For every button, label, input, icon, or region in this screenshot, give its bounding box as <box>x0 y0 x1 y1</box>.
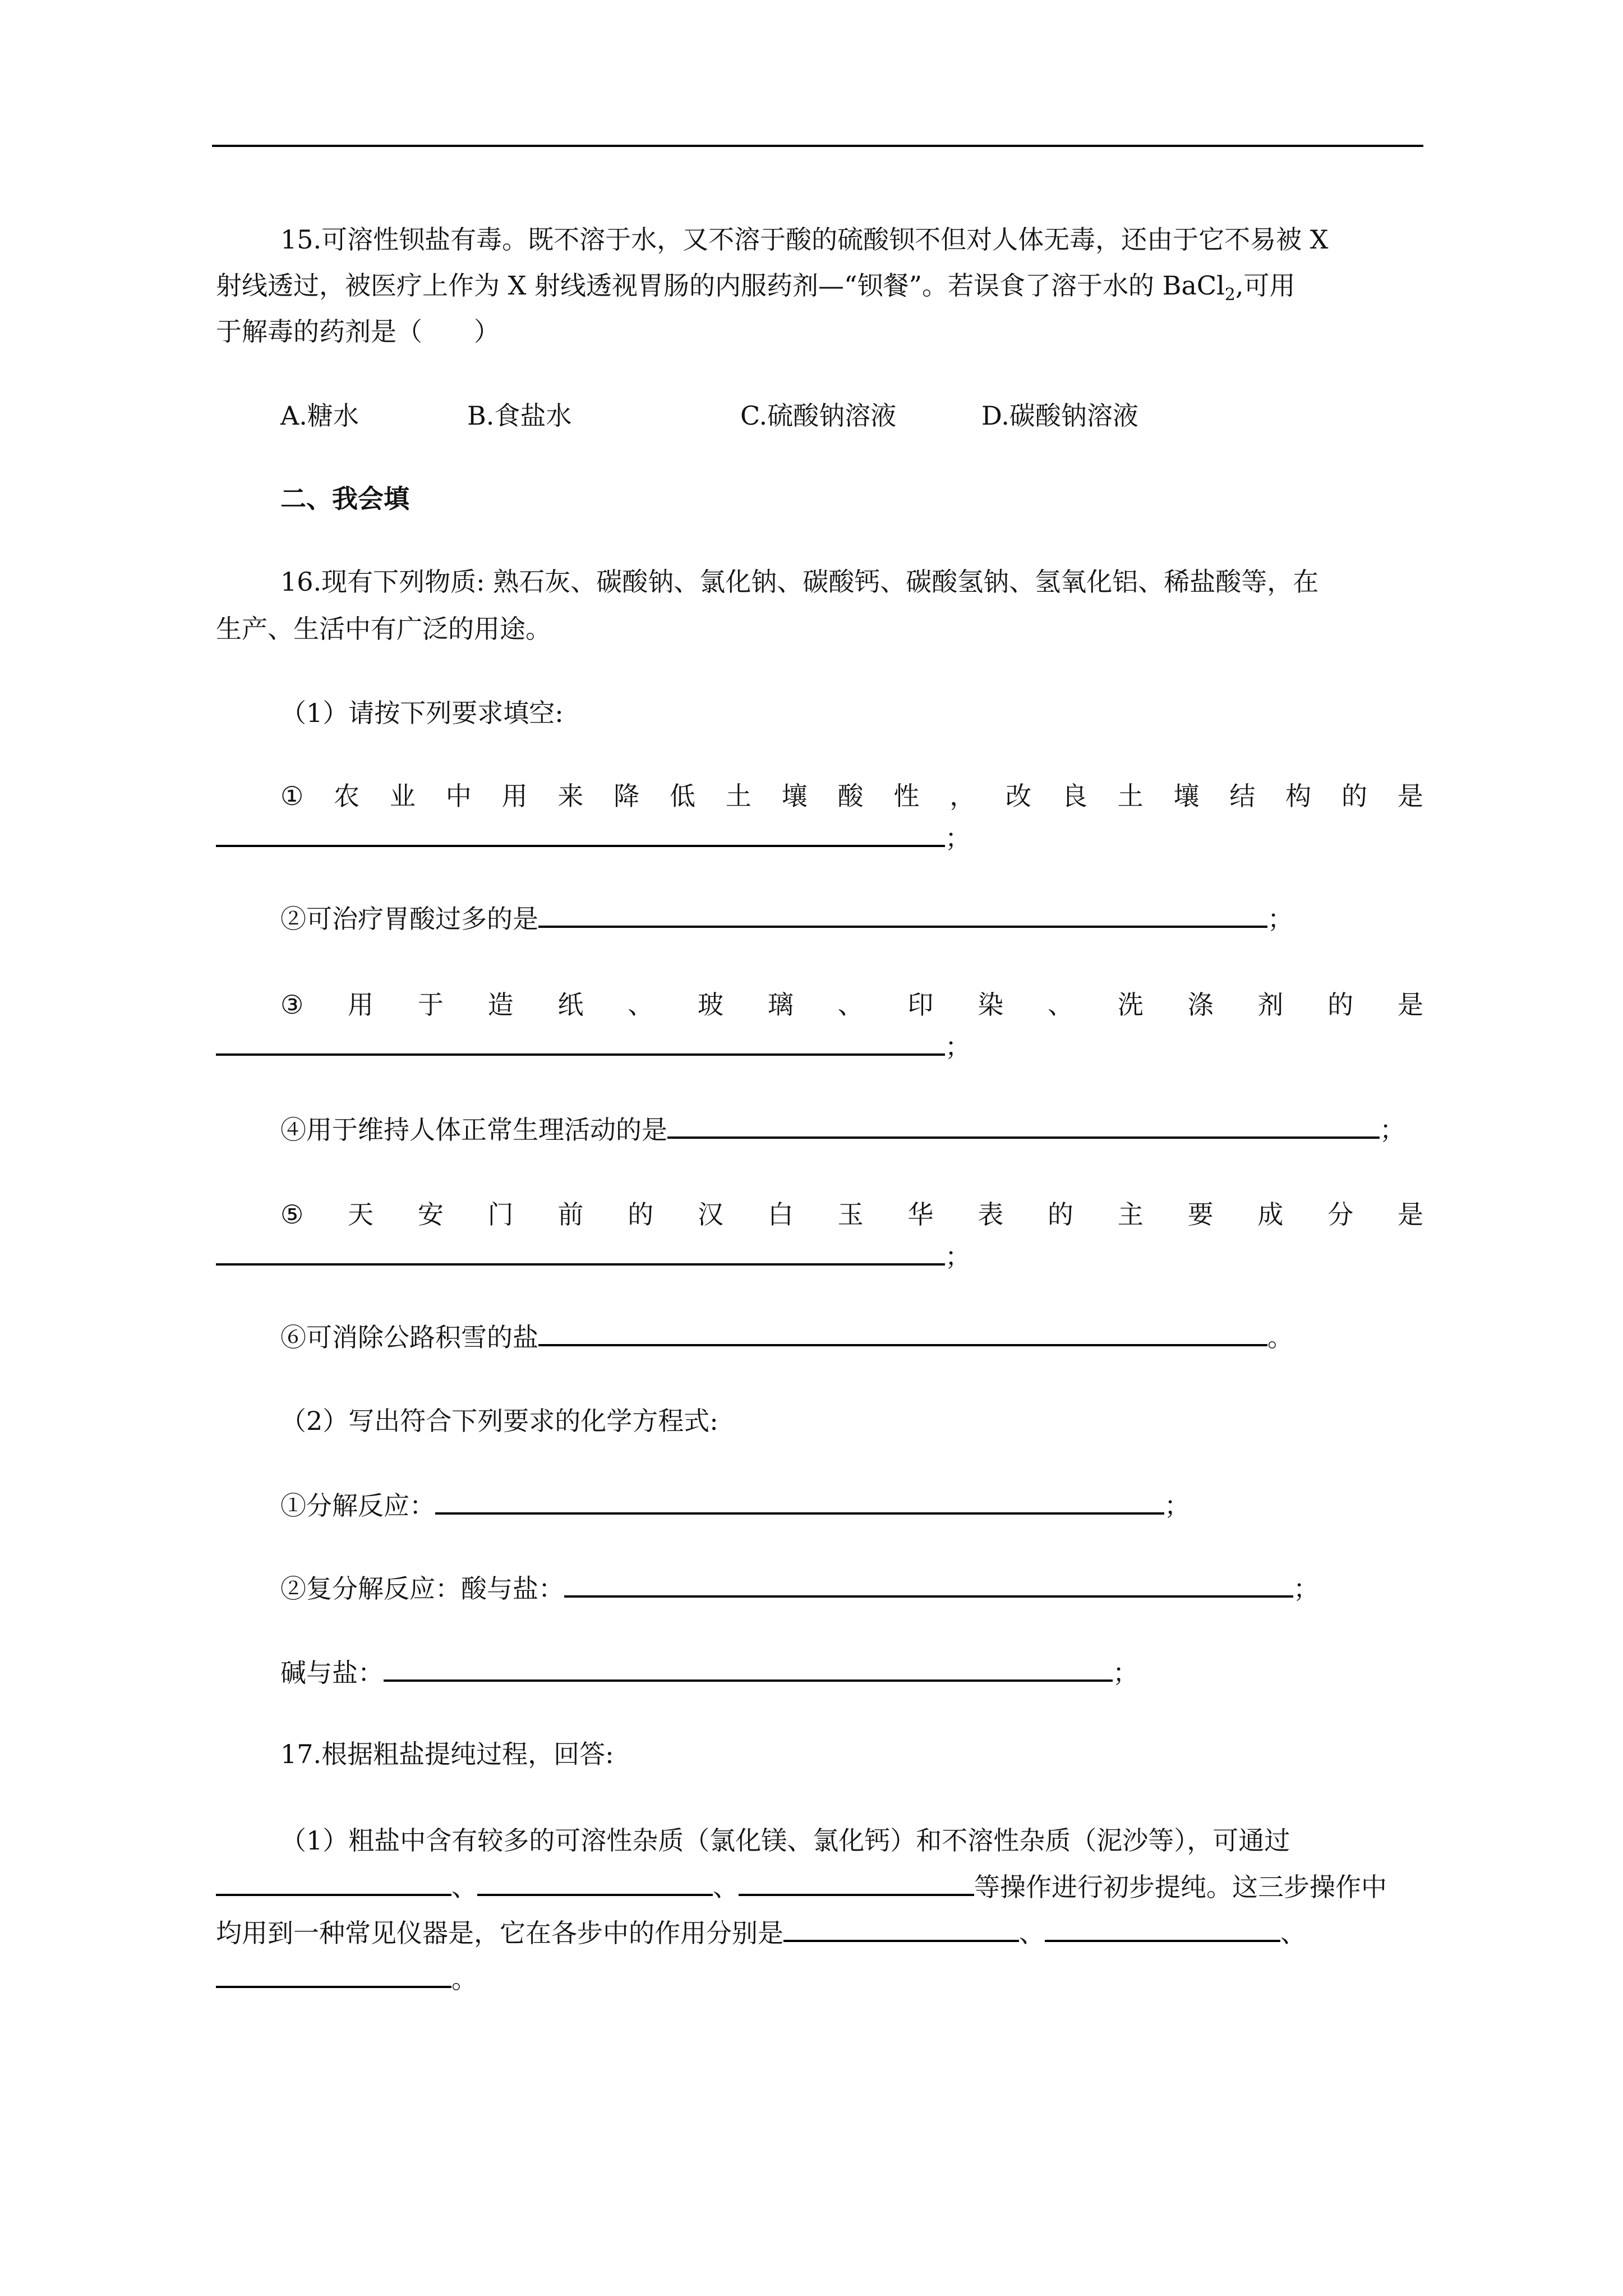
q17-blank-3[interactable] <box>739 1869 974 1896</box>
q17-line-4: 均用到一种常见仪器是，它在各步中的作用分别是 、 、 <box>216 1915 1423 1950</box>
q16-item-4: ④用于维持人体正常生理活动的是 ； <box>280 1112 1423 1147</box>
answer-blank-2[interactable] <box>538 901 1267 928</box>
answer-blank-5[interactable] <box>216 1239 945 1266</box>
q16-equation-3: 碱与盐： ； <box>280 1655 1423 1690</box>
q16-item-5: ⑤ 天 安 门 前 的 汉 白 玉 华 表 的 主 要 成 分 是 <box>280 1199 1423 1230</box>
option-b[interactable]: B.食盐水 <box>467 401 572 431</box>
q17-blank-1[interactable] <box>216 1869 451 1896</box>
q16-item-3-answer: ； <box>216 1029 1423 1064</box>
q16-item-6: ⑥可消除公路积雪的盐 。 <box>280 1319 1423 1355</box>
q17-blank-2[interactable] <box>477 1869 713 1896</box>
q17-line-2: （1）粗盐中含有较多的可溶性杂质（氯化镁、氯化钙）和不溶性杂质（泥沙等），可通过 <box>280 1825 1290 1856</box>
equation-blank-1[interactable] <box>435 1488 1164 1515</box>
q16-equation-1: ①分解反应： ； <box>280 1488 1423 1523</box>
section-title: 二、我会填 <box>280 484 409 514</box>
q17-line-3: 、 、 等操作进行初步提纯。这三步操作中 <box>216 1869 1423 1904</box>
option-a[interactable]: A.糖水 <box>280 401 359 431</box>
q17-line-1: 17.根据粗盐提纯过程，回答: <box>280 1739 614 1769</box>
option-d[interactable]: D.碳酸钠溶液 <box>981 401 1138 431</box>
q15-line-2-tail: ,可用 <box>1235 270 1295 301</box>
q16-item-1: ① 农 业 中 用 来 降 低 土 壤 酸 性 ， 改 良 土 壤 结 构 的 是 <box>280 781 1423 811</box>
equation-blank-2[interactable] <box>564 1571 1293 1598</box>
answer-blank-1[interactable] <box>216 820 945 847</box>
q17-blank-5[interactable] <box>1045 1915 1280 1942</box>
q17-line-5: 。 <box>216 1961 1423 1996</box>
q16-item-5-answer: ； <box>216 1239 1423 1274</box>
option-c[interactable]: C.硫酸钠溶液 <box>740 401 897 431</box>
header-rule <box>212 145 1423 147</box>
q16-item-3: ③ 用 于 造 纸 、 玻 璃 、 印 染 、 洗 涤 剂 的 是 <box>280 990 1423 1020</box>
q16-part-1-heading: （1）请按下列要求填空: <box>280 698 564 728</box>
q16-item-1-answer: ； <box>216 820 1423 855</box>
q16-line-1: 16.现有下列物质: 熟石灰、碳酸钠、氯化钠、碳酸钙、碳酸氢钠、氢氧化铝、稀盐酸等，在 <box>280 567 1319 597</box>
q16-item-2: ②可治疗胃酸过多的是 ； <box>280 901 1423 936</box>
q16-part-2-heading: （2）写出符合下列要求的化学方程式: <box>280 1406 718 1436</box>
q16-equation-2: ②复分解反应：酸与盐： ； <box>280 1571 1423 1606</box>
q15-line-2 <box>216 268 1423 312</box>
answer-blank-4[interactable] <box>667 1112 1380 1139</box>
answer-blank-6[interactable] <box>538 1319 1267 1346</box>
answer-blank-3[interactable] <box>216 1029 945 1056</box>
q15-subscript: 2 <box>1224 285 1235 305</box>
q17-blank-6[interactable] <box>216 1961 451 1988</box>
q15-line-3: 于解毒的药剂是（ ） <box>216 316 500 347</box>
q15-line-1: 15.可溶性钡盐有毒。既不溶于水，又不溶于酸的硫酸钡不但对人体无毒，还由于它不易被 X <box>280 224 1329 255</box>
q15-line-2-text: 射线透过，被医疗上作为 X 射线透视胃肠的内服药剂—“钡餐”。若误食了溶于水的 BaCl <box>216 270 1225 301</box>
q16-line-2: 生产、生活中有广泛的用途。 <box>216 614 551 644</box>
equation-blank-3[interactable] <box>384 1655 1113 1682</box>
q17-blank-4[interactable] <box>783 1915 1019 1942</box>
